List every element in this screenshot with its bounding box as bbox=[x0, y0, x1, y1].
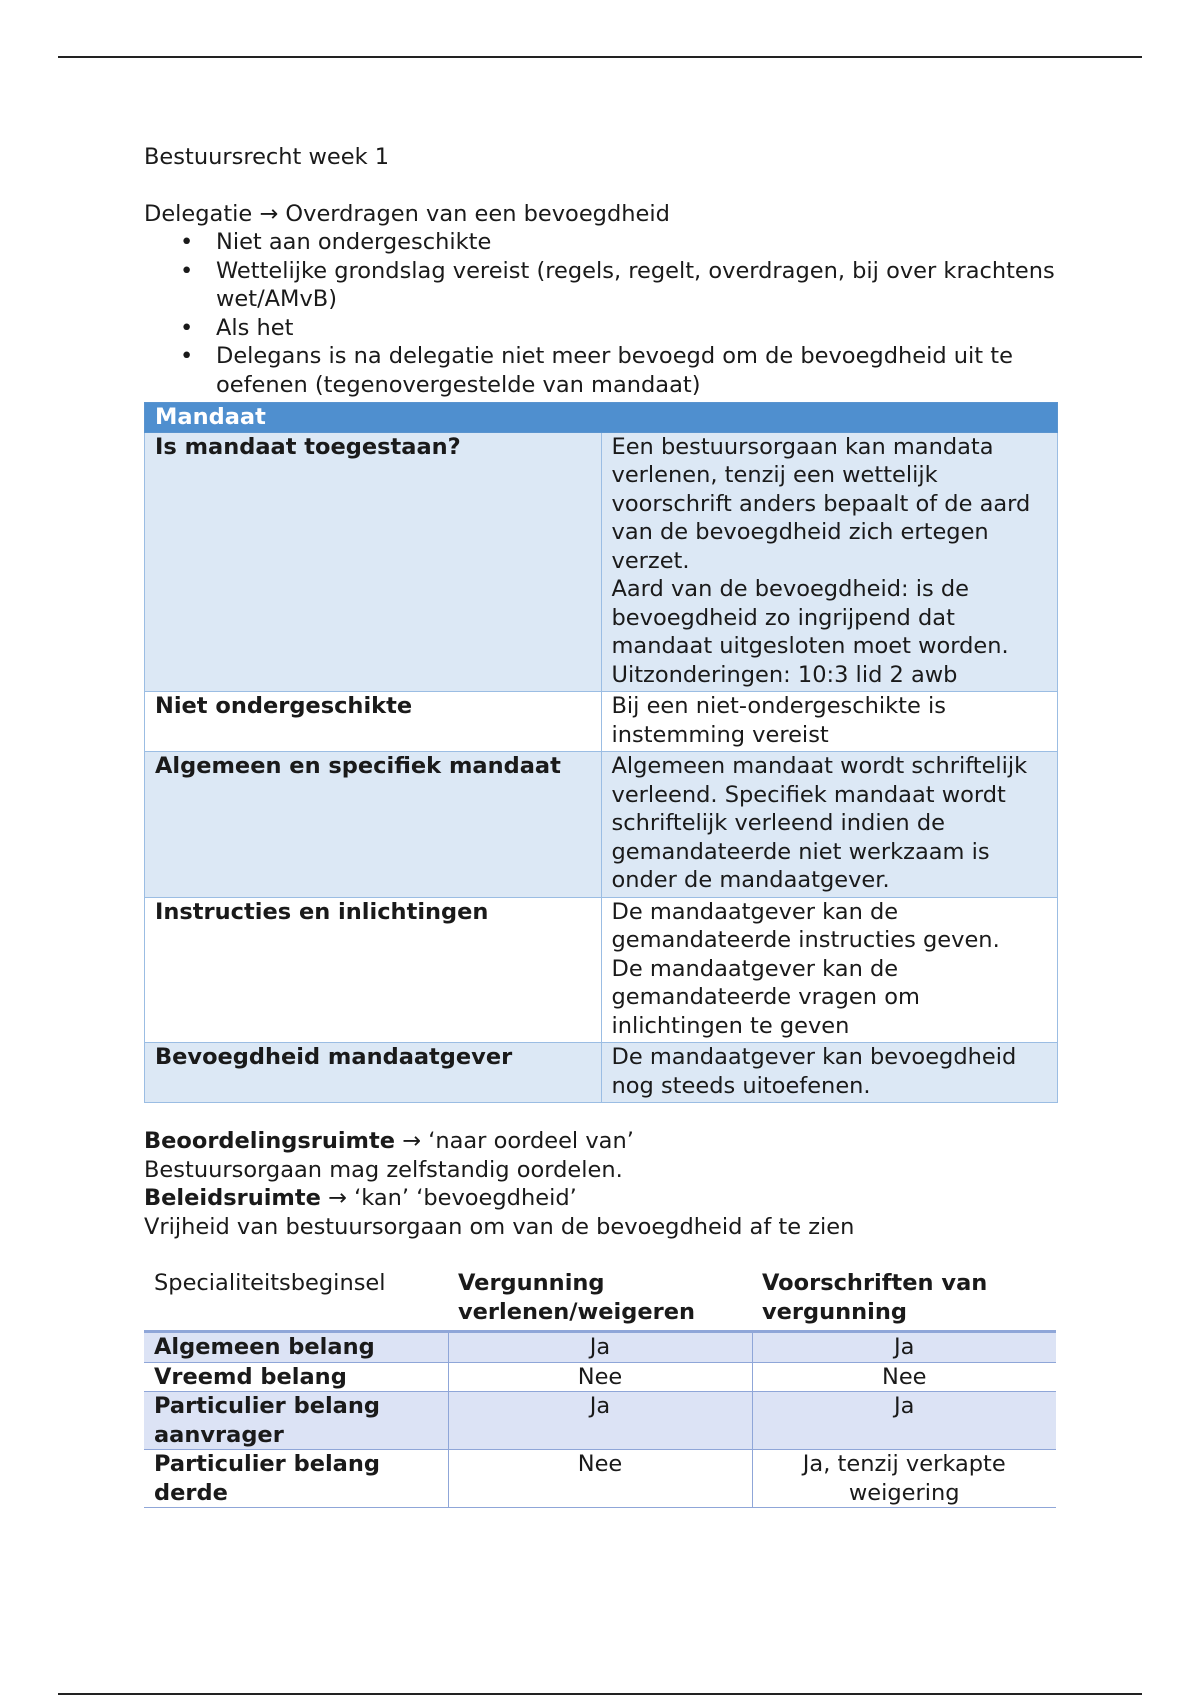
table-cell: Ja bbox=[752, 1392, 1056, 1450]
row-text bbox=[601, 432, 1058, 692]
page-top-rule bbox=[58, 56, 1142, 58]
table-cell: Ja bbox=[448, 1332, 752, 1363]
column-header: Vergunning verlenen/weigeren bbox=[448, 1269, 752, 1332]
beoordelingsruimte-term: Beoordelingsruimte bbox=[144, 1128, 396, 1154]
row-text-paragraph: De mandaatgever kan de gemandateerde instructies geven. bbox=[611, 898, 1000, 953]
beleidsruimte-quote: ‘kan’ ‘bevoegdheid’ bbox=[354, 1185, 577, 1211]
row-label: Is mandaat toegestaan? bbox=[145, 432, 602, 692]
page-content bbox=[144, 143, 1058, 1508]
table-row bbox=[145, 692, 1058, 752]
delegatie-heading bbox=[144, 200, 1058, 229]
row-label: Vreemd belang bbox=[144, 1362, 448, 1392]
column-header: Voorschriften van vergunning bbox=[752, 1269, 1056, 1332]
table-cell: Nee bbox=[448, 1450, 752, 1508]
table-header-row bbox=[144, 1269, 1056, 1332]
table-cell: Nee bbox=[448, 1362, 752, 1392]
list-item: • Delegans is na delegatie niet meer bevoegd om de bevoegdheid uit te oefenen (tegenovergestelde van mandaat) bbox=[144, 342, 1058, 399]
row-text-paragraph: De mandaatgever kan de gemandateerde vragen om inlichtingen te geven bbox=[611, 955, 920, 1039]
delegatie-bullet-list bbox=[144, 228, 1058, 399]
list-item: • Wettelijke grondslag vereist (regels, regelt, overdragen, bij over krachtens wet/AMvB) bbox=[144, 257, 1058, 314]
row-text: Algemeen mandaat wordt schriftelijk verleend. Specifiek mandaat wordt schriftelijk verleend indien de gemandateerde niet werkzaam is onder de mandaatgever. bbox=[601, 752, 1058, 898]
table-row bbox=[145, 1043, 1058, 1103]
row-text-paragraph: Een bestuursorgaan kan mandata verlenen, tenzij een wettelijk voorschrift anders bepaalt of de aard van de bevoegdheid zich ertegen verzet. bbox=[611, 433, 1031, 574]
mandaat-table bbox=[144, 402, 1058, 1103]
table-row bbox=[144, 1450, 1056, 1508]
beleidsruimte-term: Beleidsruimte bbox=[144, 1185, 321, 1211]
arrow-icon: → bbox=[402, 1128, 422, 1154]
row-label: Algemeen en specifiek mandaat bbox=[145, 752, 602, 898]
page-bottom-rule bbox=[58, 1693, 1142, 1695]
table-cell: Ja bbox=[752, 1332, 1056, 1363]
specialiteitsbeginsel-table bbox=[144, 1269, 1056, 1508]
table-corner-label: Specialiteitsbeginsel bbox=[144, 1269, 448, 1332]
delegatie-term: Delegatie bbox=[144, 200, 253, 227]
ruimte-section bbox=[144, 1127, 1058, 1241]
table-cell: Ja bbox=[448, 1392, 752, 1450]
list-item: • Als het bbox=[144, 314, 1058, 343]
row-text-paragraph: Uitzonderingen: 10:3 lid 2 awb bbox=[611, 661, 958, 688]
row-label: Instructies en inlichtingen bbox=[145, 897, 602, 1043]
row-label: Particulier belang aanvrager bbox=[144, 1392, 448, 1450]
table-row bbox=[144, 1332, 1056, 1363]
table-row bbox=[144, 1362, 1056, 1392]
beleidsruimte-heading bbox=[144, 1184, 1058, 1213]
table-row bbox=[145, 752, 1058, 898]
beleidsruimte-explanation: Vrijheid van bestuursorgaan om van de bevoegdheid af te zien bbox=[144, 1213, 855, 1240]
row-text: De mandaatgever kan bevoegdheid nog steeds uitoefenen. bbox=[601, 1043, 1058, 1103]
row-label: Algemeen belang bbox=[144, 1332, 448, 1363]
row-label: Niet ondergeschikte bbox=[145, 692, 602, 752]
row-text: Bij een niet-ondergeschikte is instemming vereist bbox=[601, 692, 1058, 752]
table-cell: Ja, tenzij verkapte weigering bbox=[752, 1450, 1056, 1508]
beoordelingsruimte-heading bbox=[144, 1127, 1058, 1156]
beoordelingsruimte-quote: ‘naar oordeel van’ bbox=[428, 1128, 634, 1154]
row-text bbox=[601, 897, 1058, 1043]
table-row bbox=[145, 432, 1058, 692]
table-row bbox=[145, 897, 1058, 1043]
mandaat-table-header: Mandaat bbox=[145, 403, 1058, 433]
delegatie-definition: Overdragen van een bevoegdheid bbox=[285, 200, 670, 227]
arrow-icon: → bbox=[259, 200, 279, 227]
row-label: Bevoegdheid mandaatgever bbox=[145, 1043, 602, 1103]
beoordelingsruimte-explanation: Bestuursorgaan mag zelfstandig oordelen. bbox=[144, 1156, 623, 1183]
arrow-icon: → bbox=[328, 1185, 347, 1211]
document-title: Bestuursrecht week 1 bbox=[144, 144, 390, 170]
table-row bbox=[144, 1392, 1056, 1450]
list-item: • Niet aan ondergeschikte bbox=[144, 228, 1058, 257]
table-cell: Nee bbox=[752, 1362, 1056, 1392]
row-text-paragraph: Aard van de bevoegdheid: is de bevoegdheid zo ingrijpend dat mandaat uitgesloten moet worden. bbox=[611, 576, 1009, 659]
row-label: Particulier belang derde bbox=[144, 1450, 448, 1508]
